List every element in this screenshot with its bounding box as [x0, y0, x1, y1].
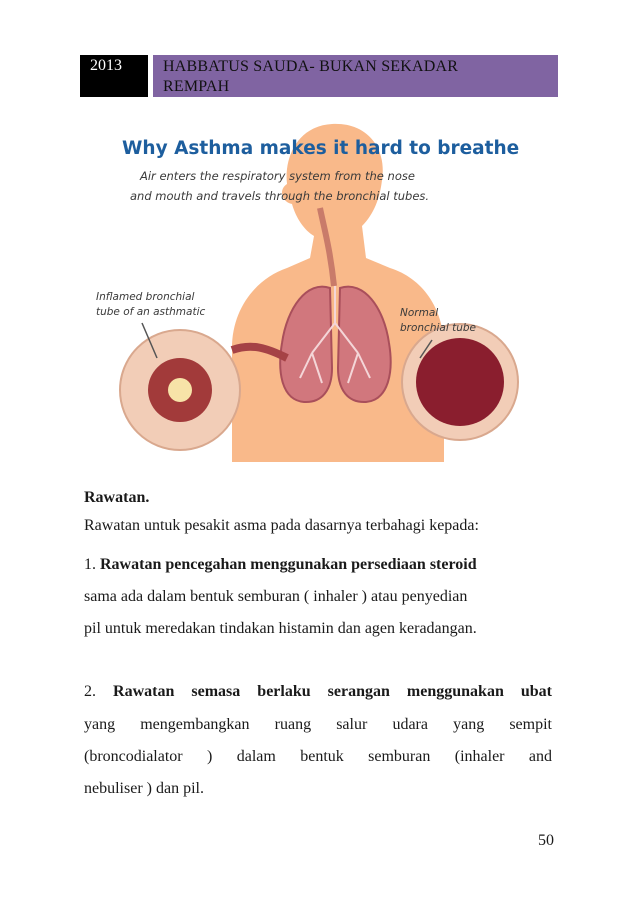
list-item-2-line1 [84, 680, 552, 704]
label-normal-line2: bronchial tube [400, 322, 476, 334]
list-item-2-line3: (broncodialator ) dalam bentuk semburan (inhaler and [84, 748, 552, 765]
section-heading: Rawatan. [84, 489, 150, 506]
figure-title: Why Asthma makes it hard to breathe [122, 138, 520, 159]
list-item-2-line4: nebuliser ) dan pil. [84, 780, 204, 797]
header-year: 2013 [80, 55, 148, 97]
list-item-2-title: Rawatan semasa berlaku serangan menggunakan ubat [113, 683, 552, 700]
normal-tube-lumen [416, 338, 504, 426]
figure-subtitle-line2: and mouth and travels through the bronchial tubes. [130, 189, 430, 203]
label-normal-line1: Normal [400, 307, 439, 319]
page-number: 50 [538, 832, 554, 849]
figure-subtitle-line1: Air enters the respiratory system from the nose [140, 169, 415, 183]
label-inflamed-line1: Inflamed bronchial [96, 291, 195, 303]
header-title-line1: HABBATUS SAUDA- BUKAN SEKADAR [163, 58, 459, 75]
list-item-1-line3: pil untuk meredakan tindakan histamin dan agen keradangan. [84, 620, 477, 637]
header-title-line2: REMPAH [163, 78, 230, 95]
list-item-1-line2: sama ada dalam bentuk semburan ( inhaler ) atau penyedian [84, 588, 468, 605]
inflamed-tube-lumen [168, 378, 192, 402]
list-item-1-number: 1. [84, 556, 96, 573]
list-item-1-title: Rawatan pencegahan menggunakan persediaan steroid [100, 556, 477, 573]
label-inflamed-line2: tube of an asthmatic [96, 306, 206, 318]
header-title [153, 55, 558, 97]
list-item-2-line2: yang mengembangkan ruang salur udara yang sempit [84, 716, 552, 733]
intro-paragraph: Rawatan untuk pesakit asma pada dasarnya terbahagi kepada: [84, 517, 479, 534]
list-item-2-number: 2. [84, 683, 96, 700]
asthma-illustration [82, 118, 556, 462]
list-item-1-line1 [84, 553, 552, 577]
asthma-diagram [82, 118, 556, 462]
